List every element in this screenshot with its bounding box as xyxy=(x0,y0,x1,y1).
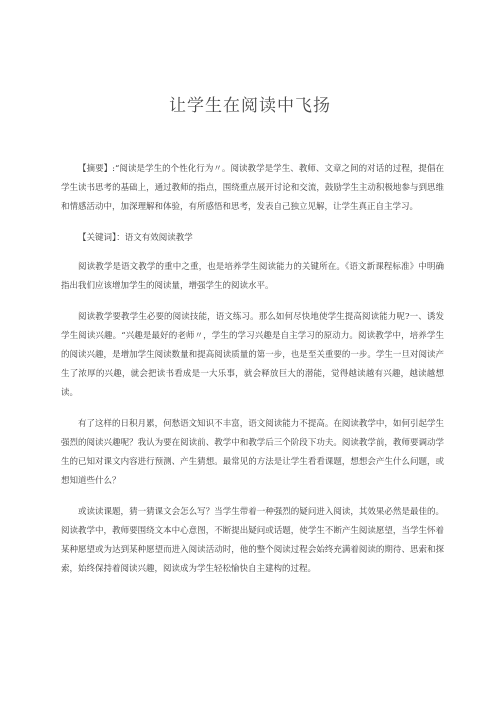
body-paragraph: 有了这样的日积月累，何愁语文知识不丰富，语文阅读能力不提高。在阅读教学中，如何引起学生强烈的阅读兴趣呢？我认为要在阅读前、教学中和教学后三个阶段下功夫。阅读教学前，教师要调动学生的已知对课文内容进行预测、产生猜想。最常见的方法是让学生看看课题，想想会产生什么问题，或想知道些什么？ xyxy=(61,419,444,486)
body-paragraph: 或读读课题，猜一猜课文会怎么写？当学生带着一种强烈的疑问进入阅读，其效果必然是最佳的。阅读教学中，教师要围绕文本中心意图，不断提出疑问或话题，使学生不断产生阅读愿望，当学生怀着某种愿望或为达到某种愿望而进入阅读活动时，他的整个阅读过程会始终充满着阅读的期待、思索和探索，始终保持着阅读兴趣，阅读成为学生轻松愉快自主建构的过程。 xyxy=(61,507,444,574)
body-paragraph: 阅读教学是语文教学的重中之重，也是培养学生阅读能力的关键所在。《语文新课程标准》中明确指出我们应该增加学生的阅读量，增强学生的阅读水平。 xyxy=(61,262,444,291)
document-title: 让学生在阅读中飞扬 xyxy=(169,96,331,116)
document-body xyxy=(61,160,444,591)
abstract-paragraph: 【摘要】:“阅读是学生的个性化行为〃。阅读教学是学生、教师、文章之间的对话的过程，提倡在学生读书思考的基础上，通过教师的指点，围绕重点展开讨论和交流，鼓励学生主动积极地参与到思维和情感活动中，加深理解和体验，有所感悟和思考，发表自己独立见解，让学生真正自主学习。 xyxy=(61,164,444,212)
body-paragraph: 阅读教学要教学生必要的阅读技能，语文练习。那么如何尽快地使学生提高阅读能力呢?一、诱发学生阅读兴趣。“兴趣是最好的老师〃，学生的学习兴趣是自主学习的原动力。阅读教学中，培养学生的阅读兴趣，是增加学生阅读数量和提高阅读质量的第一步，也是至关重要的一步。学生一旦对阅读产生了浓厚的兴趣，就会把读书看成是一大乐事，就会释放巨大的潜能，觉得越读越有兴趣，越读越想读。 xyxy=(61,312,444,398)
keywords-paragraph: 【关键词】：语文有效阅读教学 xyxy=(78,233,193,243)
